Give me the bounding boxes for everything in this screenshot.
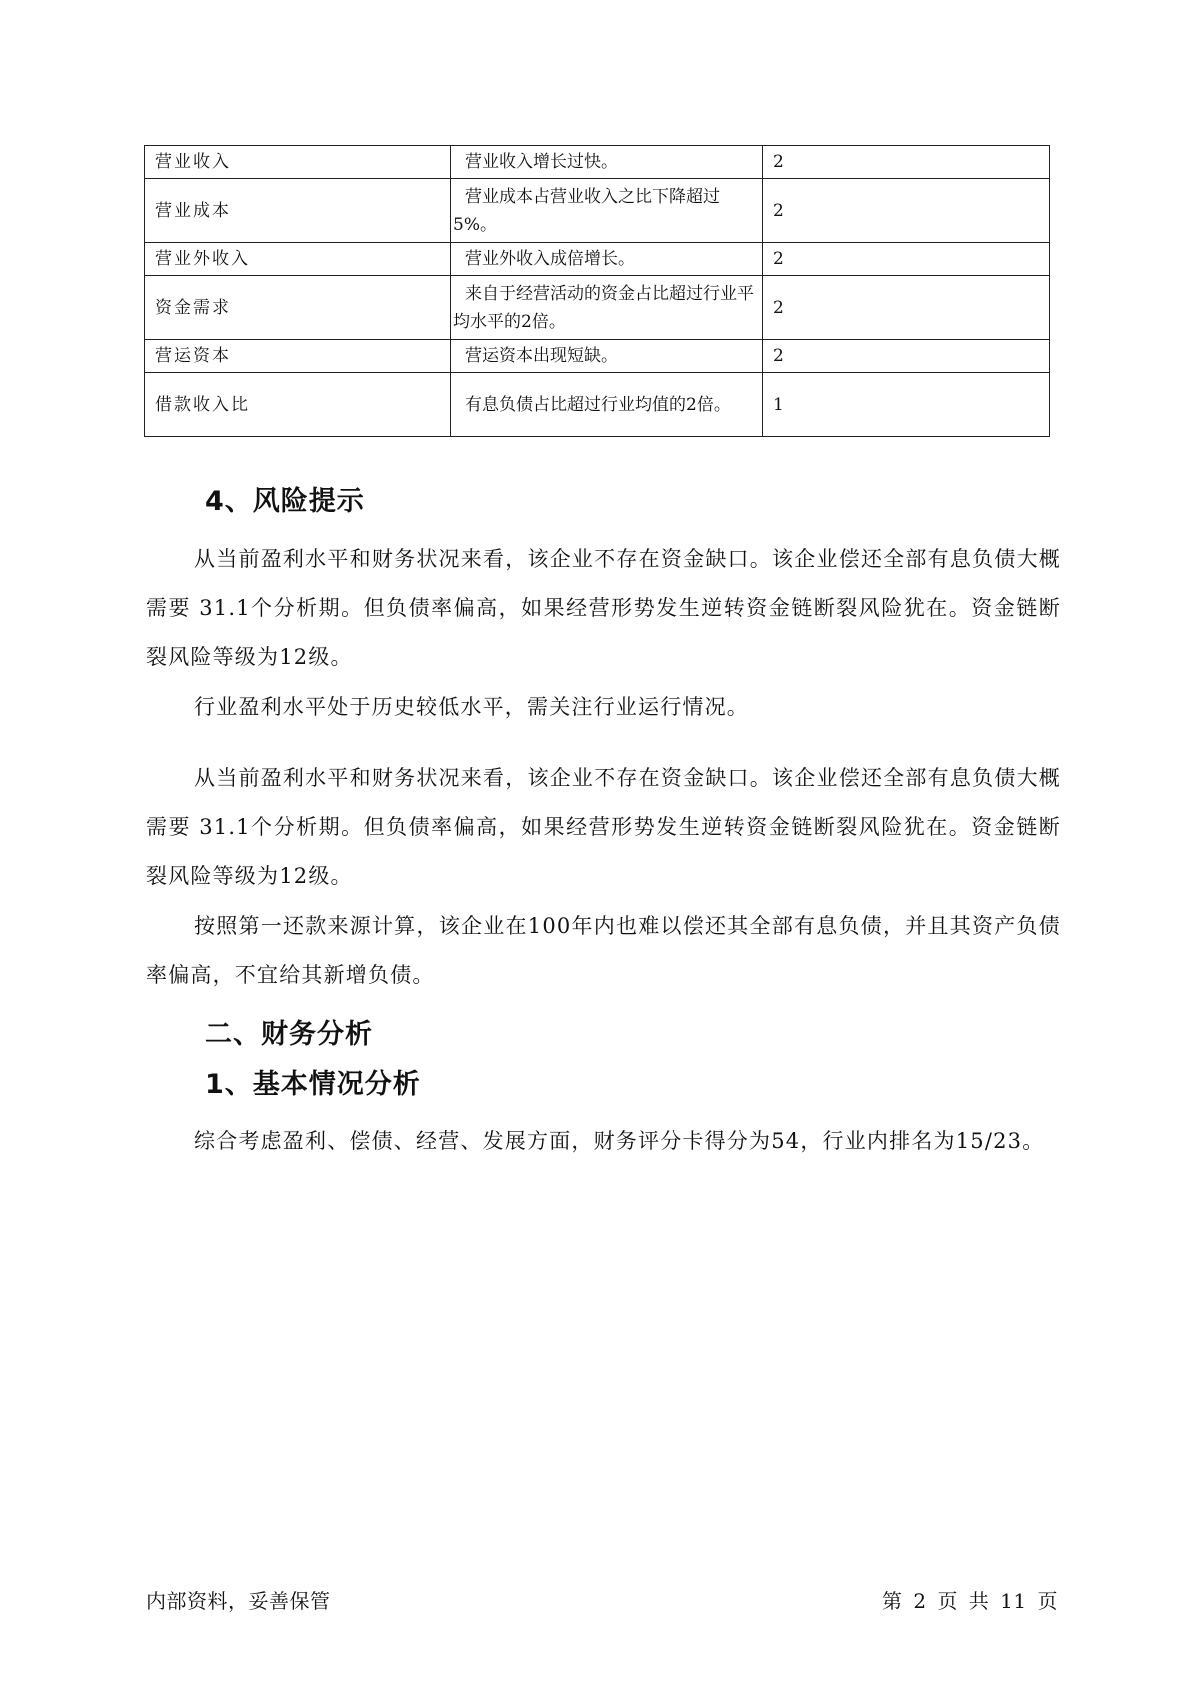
basic-analysis-heading: 1、基本情况分析 bbox=[205, 1069, 421, 1100]
risk-section-heading: 4、风险提示 bbox=[205, 486, 365, 517]
indicator-description: 营业外收入成倍增长。 bbox=[451, 243, 763, 276]
indicator-score: 2 bbox=[763, 146, 1050, 179]
indicator-name: 资金需求 bbox=[145, 276, 451, 340]
risk-indicator-table bbox=[144, 145, 1050, 437]
footer-page-number: 第 2 页 共 11 页 bbox=[882, 1589, 1058, 1613]
indicator-score: 2 bbox=[763, 179, 1050, 243]
indicator-name: 营运资本 bbox=[145, 340, 451, 373]
indicator-description: 营业成本占营业收入之比下降超过5%。 bbox=[451, 179, 763, 243]
table-row bbox=[145, 373, 1050, 437]
indicator-score: 1 bbox=[763, 373, 1050, 437]
risk-paragraph-1: 从当前盈利水平和财务状况来看，该企业不存在资金缺口。该企业偿还全部有息负债大概需要 31.1个分析期。但负债率偏高，如果经营形势发生逆转资金链断裂风险犹在。资金链断裂风险等级为12级。 bbox=[146, 547, 1061, 669]
indicator-description: 来自于经营活动的资金占比超过行业平均水平的2倍。 bbox=[451, 276, 763, 340]
finance-section-heading: 二、财务分析 bbox=[205, 1019, 373, 1050]
risk-paragraph-3: 从当前盈利水平和财务状况来看，该企业不存在资金缺口。该企业偿还全部有息负债大概需要 31.1个分析期。但负债率偏高，如果经营形势发生逆转资金链断裂风险犹在。资金链断裂风险等级为12级。 bbox=[146, 766, 1061, 888]
table-row bbox=[145, 340, 1050, 373]
indicator-name: 营业成本 bbox=[145, 179, 451, 243]
basic-analysis-paragraph: 综合考虑盈利、偿债、经营、发展方面，财务评分卡得分为54，行业内排名为15/23。 bbox=[194, 1129, 1045, 1153]
indicator-score: 2 bbox=[763, 276, 1050, 340]
indicator-name: 营业收入 bbox=[145, 146, 451, 179]
indicator-name: 借款收入比 bbox=[145, 373, 451, 437]
footer-confidential-note: 内部资料，妥善保管 bbox=[146, 1589, 331, 1613]
indicator-score: 2 bbox=[763, 243, 1050, 276]
indicator-description: 营业收入增长过快。 bbox=[451, 146, 763, 179]
indicator-score: 2 bbox=[763, 340, 1050, 373]
indicator-description: 有息负债占比超过行业均值的2倍。 bbox=[451, 373, 763, 437]
table-row bbox=[145, 276, 1050, 340]
risk-paragraph-2: 行业盈利水平处于历史较低水平，需关注行业运行情况。 bbox=[194, 695, 749, 719]
indicator-name: 营业外收入 bbox=[145, 243, 451, 276]
table-row bbox=[145, 146, 1050, 179]
table-row bbox=[145, 179, 1050, 243]
table-row bbox=[145, 243, 1050, 276]
indicator-description: 营运资本出现短缺。 bbox=[451, 340, 763, 373]
risk-paragraph-4: 按照第一还款来源计算，该企业在100年内也难以偿还其全部有息负债，并且其资产负债率偏高，不宜给其新增负债。 bbox=[146, 914, 1061, 987]
